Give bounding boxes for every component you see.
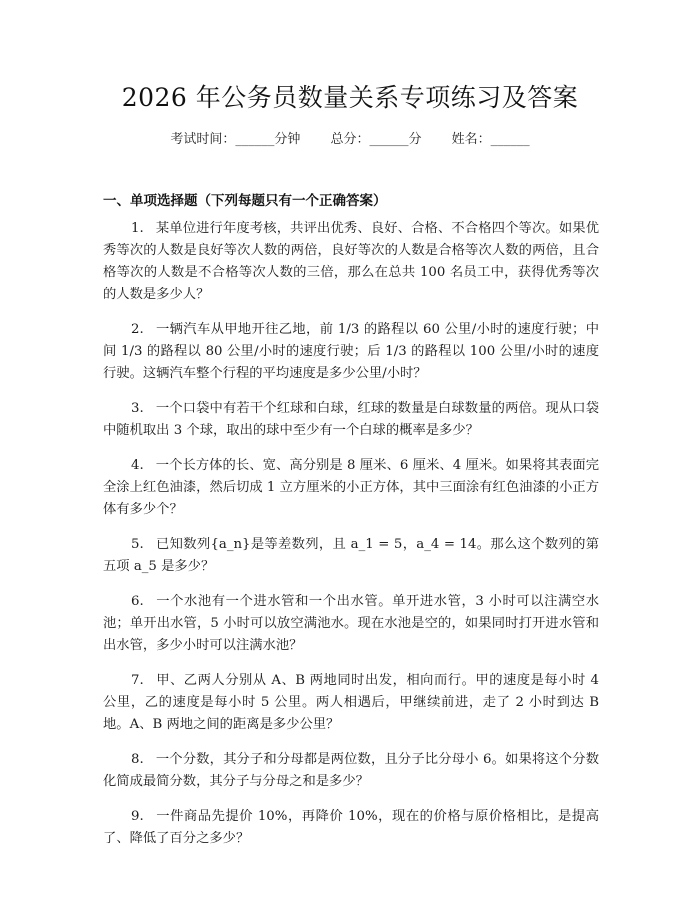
- question-text: 已知数列{a_n}是等差数列，且 a_1 = 5，a_4 = 14。那么这个数列的第五项 a_5 是多少？: [103, 537, 599, 574]
- question-text: 一个水池有一个进水管和一个出水管。单开进水管，3 小时可以注满空水池；单开出水管，5 小时可以放空满池水。现在水池是空的，如果同时打开进水管和出水管，多少小时可以注满水池？: [103, 594, 599, 653]
- question-number: 7.: [131, 673, 144, 688]
- exam-meta: [0, 131, 700, 149]
- question-text: 一个长方体的长、宽、高分别是 8 厘米、6 厘米、4 厘米。如果将其表面完全涂上红色油漆，然后切成 1 立方厘米的小正方体，其中三面涂有红色油漆的小正方体有多少个？: [103, 458, 599, 517]
- exam-score: 总分：______分: [330, 132, 422, 147]
- exam-name: 姓名：______: [451, 132, 530, 147]
- question-text: 某单位进行年度考核，共评出优秀、良好、合格、不合格四个等次。如果优秀等次的人数是良好等次人数的两倍，良好等次的人数是合格等次人数的两倍，且合格等次的人数是不合格等次人数的三倍，那么在总共 100 名员工中，获得优秀等次的人数是多少人？: [103, 221, 599, 302]
- section-title: 一、单项选择题（下列每题只有一个正确答案）: [103, 193, 387, 209]
- question-number: 5.: [131, 537, 144, 552]
- document-title: 2026 年公务员数量关系专项练习及答案: [121, 83, 579, 112]
- question-item: [103, 218, 599, 306]
- question-number: 8.: [131, 752, 144, 767]
- question-text: 一个分数，其分子和分母都是两位数，且分子比分母小 6。如果将这个分数化简成最简分数，其分子与分母之和是多少？: [103, 752, 599, 789]
- question-list: [103, 218, 599, 863]
- exam-time: 考试时间：______分钟: [170, 132, 301, 147]
- question-number: 9.: [131, 809, 144, 824]
- question-number: 6.: [131, 594, 144, 609]
- question-text: 一辆汽车从甲地开往乙地，前 1/3 的路程以 60 公里/小时的速度行驶；中间 1/3 的路程以 80 公里/小时的速度行驶；后 1/3 的路程以 100 公里/小时的速度行驶。这辆汽车整个行程的平均速度是多少公里/小时？: [103, 322, 599, 381]
- question-number: 1.: [131, 221, 144, 236]
- question-item: [103, 398, 599, 442]
- question-number: 3.: [131, 401, 144, 416]
- question-item: [103, 591, 599, 657]
- question-text: 一个口袋中有若干个红球和白球，红球的数量是白球数量的两倍。现从口袋中随机取出 3 个球，取出的球中至少有一个白球的概率是多少？: [103, 401, 599, 438]
- question-number: 4.: [131, 458, 144, 473]
- question-item: [103, 749, 599, 793]
- question-item: [103, 534, 599, 578]
- question-item: [103, 806, 599, 850]
- question-text: 甲、乙两人分别从 A、B 两地同时出发，相向而行。甲的速度是每小时 4 公里，乙的速度是每小时 5 公里。两人相遇后，甲继续前进，走了 2 小时到达 B 地。A、B 两地之间的距离是多少公里？: [103, 673, 599, 732]
- question-item: [103, 455, 599, 521]
- question-number: 2.: [131, 322, 144, 337]
- question-item: [103, 319, 599, 385]
- question-text: 一件商品先提价 10%，再降价 10%，现在的价格与原价格相比，是提高了、降低了百分之多少？: [103, 809, 599, 846]
- question-item: [103, 670, 599, 736]
